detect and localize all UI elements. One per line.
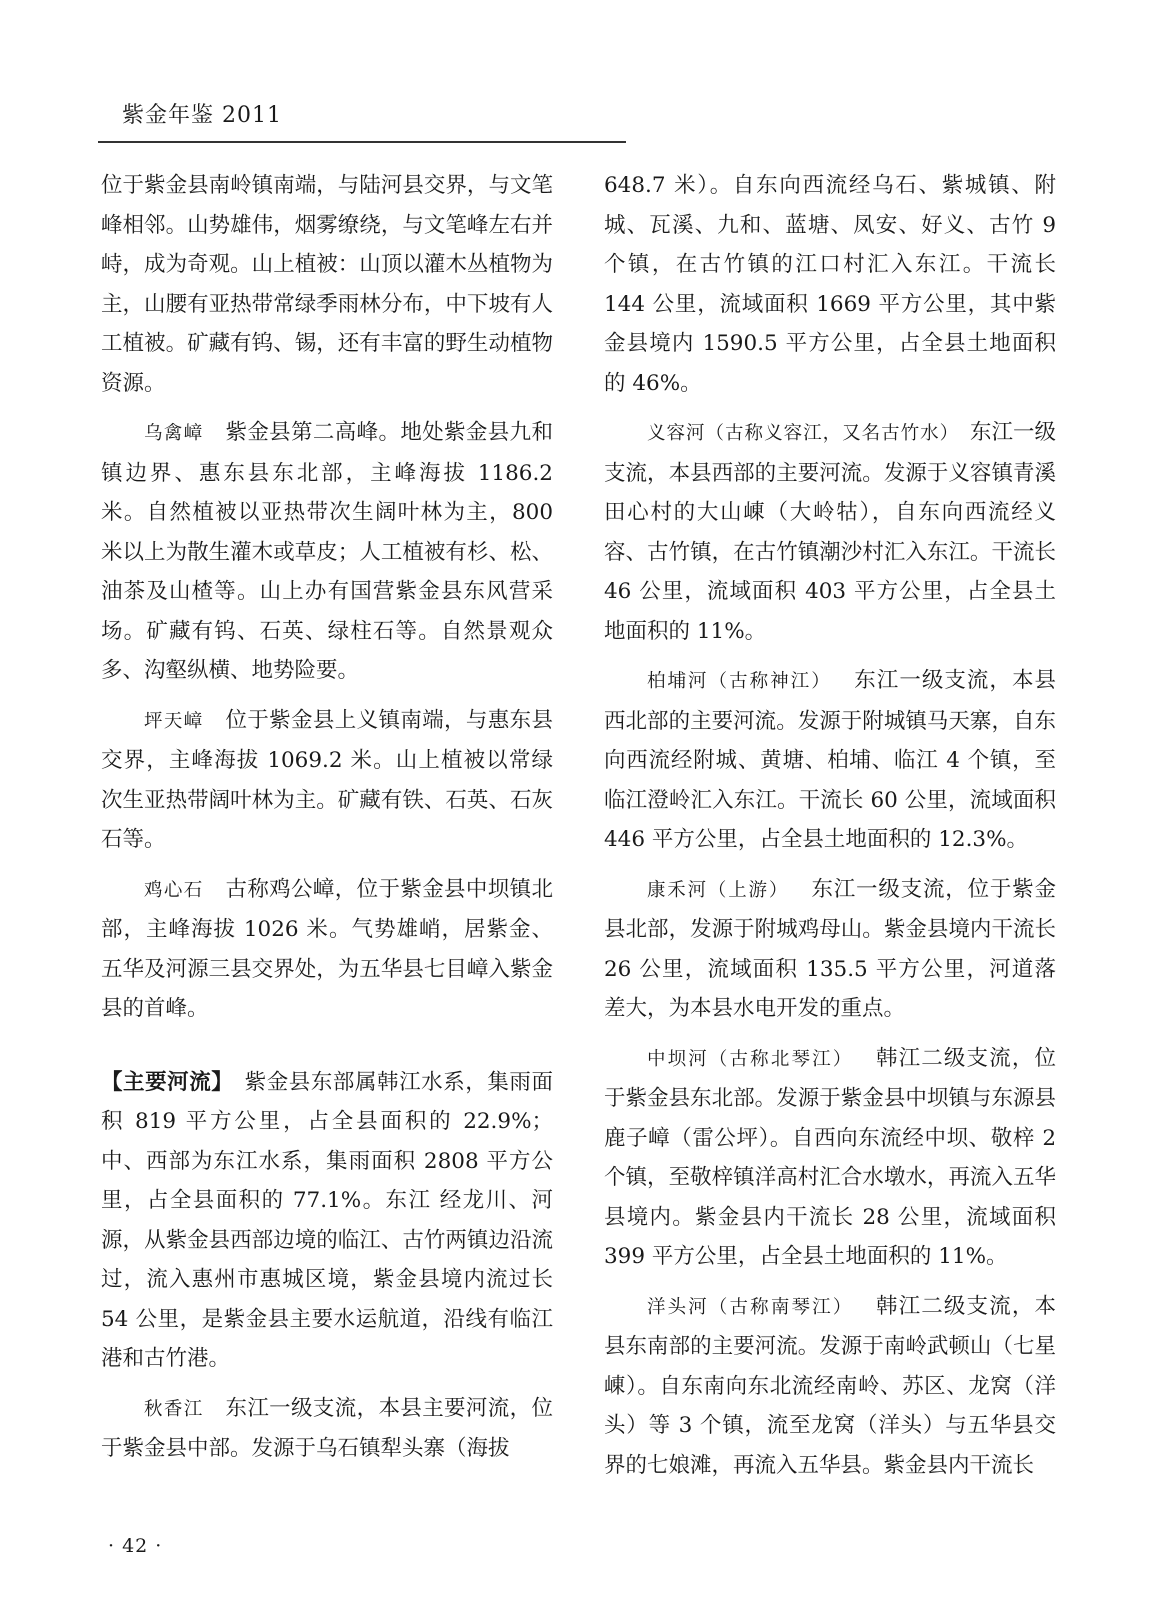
running-header: 紫金年鉴 2011	[122, 103, 282, 128]
entry-term: 坪天嶂	[144, 710, 204, 732]
right-column	[604, 166, 1056, 1495]
paragraph-text: 韩江二级支流，本县东南部的主要河流。发源于南岭武顿山（七星崠）。自东南向东北流经南岭、苏区、龙窝（洋头）等 3 个镇，流至龙窝（洋头）与五华县交界的七娘滩，再流入五华县。紫金县内干流长	[604, 1293, 1056, 1478]
paragraph	[101, 870, 553, 1029]
paragraph	[604, 1287, 1056, 1486]
paragraph-text: 紫金县第二高峰。地处紫金县九和镇边界、惠东县东北部，主峰海拔 1186.2 米。自然植被以亚热带次生阔叶林为主，800 米以上为散生灌木或草皮；人工植被有杉、松、油茶及山楂等。山上办有国营紫金县东风营采场。矿藏有钨、石英、绿柱石等。自然景观众多、沟壑纵横、地势险要。	[101, 420, 553, 683]
paragraph-text: 紫金县东部属韩江水系，集雨面积 819 平方公里，占全县面积的 22.9%；中、西部为东江水系，集雨面积 2808 平方公里，占全县面积的 77.1%。东江 经龙川、河源，从紫金县西部边境的临江、古竹两镇边沿流过，流入惠州市惠城区境，紫金县境内流过长 54 公里，是紫金县主要水运航道，沿线有临江港和古竹港。	[101, 1069, 553, 1371]
paragraph	[101, 413, 553, 691]
entry-term: 秋香江	[144, 1398, 204, 1420]
entry-term: 义容河（古称义容江，又名古竹水）	[647, 423, 960, 444]
entry-term: 洋头河（古称南琴江）	[647, 1296, 854, 1318]
paragraph	[101, 1063, 553, 1379]
paragraph-text: 韩江二级支流，位于紫金县东北部。发源于紫金县中坝镇与东源县鹿子嶂（雷公坪）。自西向东流经中坝、敬梓 2 个镇，至敬梓镇洋高村汇合水墩水，再流入五华县境内。紫金县内干流长 28 公里，流域面积 399 平方公里，占全县土地面积的 11%。	[604, 1045, 1056, 1269]
paragraph	[604, 1039, 1056, 1277]
entry-term: 柏埔河（古称神江）	[647, 671, 832, 692]
entry-term: 康禾河（上游）	[647, 879, 790, 901]
header-rule	[98, 141, 626, 143]
paragraph	[101, 1389, 553, 1469]
paragraph	[101, 701, 553, 860]
entry-term: 乌禽嶂	[144, 423, 204, 444]
paragraph	[604, 166, 1056, 403]
entry-term: 鸡心石	[144, 879, 204, 901]
entry-term: 中坝河（古称北琴江）	[647, 1048, 854, 1070]
paragraph-text: 东江一级支流，本县主要河流，位于紫金县中部。发源于乌石镇犁头寨（海拔	[101, 1395, 553, 1461]
paragraph-text: 古称鸡公嶂，位于紫金县中坝镇北部，主峰海拔 1026 米。气势雄峭，居紫金、五华及河源三县交界处，为五华县七目嶂入紫金县的首峰。	[101, 876, 553, 1021]
paragraph	[604, 413, 1056, 651]
paragraph	[101, 166, 553, 403]
paragraph-text: 位于紫金县南岭镇南端，与陆河县交界，与文笔峰相邻。山势雄伟，烟雾缭绕，与文笔峰左右并峙，成为奇观。山上植被：山顶以灌木丛植物为主，山腰有亚热带常绿季雨林分布，中下坡有人工植被。矿藏有钨、锡，还有丰富的野生动植物资源。	[101, 173, 553, 396]
paragraph-text: 位于紫金县上义镇南端，与惠东县交界，主峰海拔 1069.2 米。山上植被以常绿次生亚热带阔叶林为主。矿藏有铁、石英、石灰石等。	[101, 707, 553, 852]
section-heading: 【主要河流】	[101, 1069, 234, 1095]
page-number: · 42 ·	[108, 1535, 163, 1557]
paragraph	[604, 661, 1056, 860]
paragraph	[604, 870, 1056, 1029]
paragraph-text: 东江一级支流，本县西北部的主要河流。发源于附城镇马天寨，自东向西流经附城、黄塘、柏埔、临江 4 个镇，至临江澄岭汇入东江。干流长 60 公里，流域面积 446 平方公里，占全县土地面积的 12.3%。	[604, 668, 1056, 852]
paragraph-text: 648.7 米）。自东向西流经乌石、紫城镇、附城、瓦溪、九和、蓝塘、凤安、好义、古竹 9 个镇，在古竹镇的江口村汇入东江。干流长 144 公里，流域面积 1669 平方公里，其中紫金县境内 1590.5 平方公里，占全县土地面积的 46%。	[604, 173, 1056, 396]
paragraph-text: 东江一级支流，位于紫金县北部，发源于附城鸡母山。紫金县境内干流长 26 公里，流域面积 135.5 平方公里，河道落差大，为本县水电开发的重点。	[604, 876, 1056, 1021]
paragraph-text: 东江一级支流，本县西部的主要河流。发源于义容镇青溪田心村的大山崠（大岭牯），自东向西流经义容、古竹镇，在古竹镇潮沙村汇入东江。干流长 46 公里，流域面积 403 平方公里，占全县土地面积的 11%。	[604, 420, 1056, 644]
left-column	[101, 166, 553, 1479]
